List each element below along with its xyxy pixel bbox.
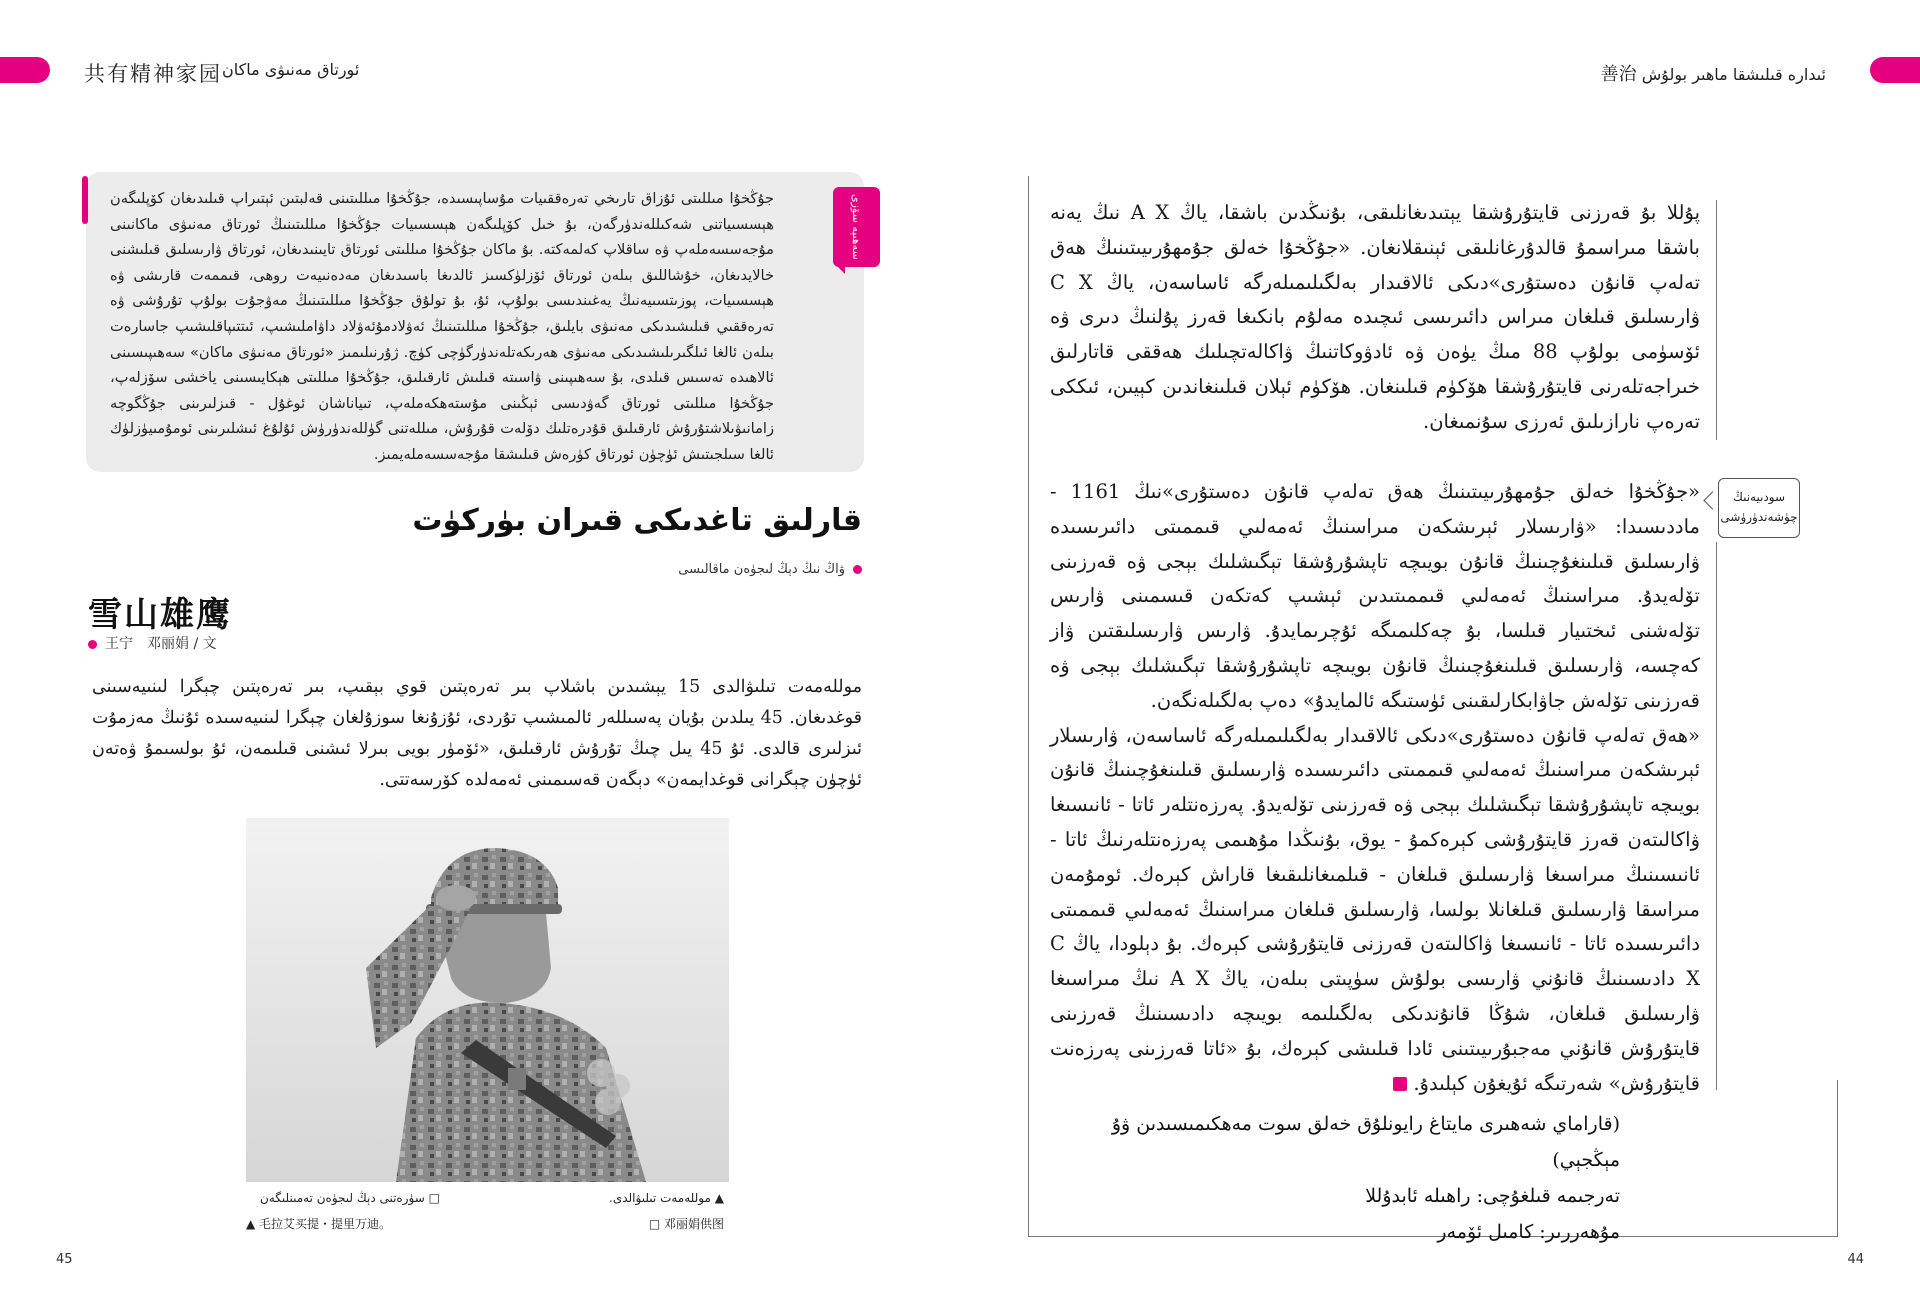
square-icon: □ [428, 1191, 440, 1205]
header-tab-right [1870, 57, 1920, 83]
header-tab-left [0, 57, 50, 83]
editor-line: مۇھەررىر: كامىل ئۆمەر [1437, 1221, 1620, 1243]
header-column-title-cn: 共有精神家园 [84, 62, 222, 86]
article-lead-paragraph: موللەمەت تىلىۋالدى 15 يېشىدىن باشلاپ بىر تەرەپتىن قوي بېقىپ، بىر تەرەپتىن چېگرا لىنىيەسىنى قوغدىغان. 45 يىلدىن بۇيان پەسىللەر ئالمىشىپ تۇردى، ئۇزۇنغا سوزۇلغان چېگرا لىنىيەسىدە ئۇنىڭ مەزمۇت ئىزلىرى قالدى. ئۇ 45 يىل چىڭ تۇرۇش ئارقىلىق، «ئۆمۈر بويى بىرلا ئىشنى قىلىمەن، ئۇ بولسىمۇ ۋەتەن ئۈچۈن چېگرانى قوغدايمەن» دېگەن قەسىمىنى ئەمەلدە كۆرسەتتى. [92, 677, 863, 790]
judge-explanation-block [1050, 475, 1700, 1101]
photo-caption-cn: ▲ 毛拉艾买提・提里万迪。 [246, 1217, 392, 1231]
photo-credit-ug: □ سۈرەتنى دېڭ لىجۈەن تەمىنلىگەن [260, 1191, 440, 1205]
article-byline-ug [678, 562, 862, 577]
photo-caption-ug: ▲ موللەمەت تىلىۋالدى. [609, 1191, 724, 1205]
column-intro-badge: سەھىپە سۆزى [833, 187, 880, 267]
photo-credit-cn: □ 邓丽娟供图 [648, 1217, 724, 1231]
column-intro-text: جۇڭخۇا مىللىتى ئۇزاق تارىخي تەرەققىيات مۇساپىسىدە، جۇڭخۇا مىللىتىنى قەلبتىن ئېتىراپ قىلىدىغان كۆپلىگەن ھېسسىياتنى شەكىللەندۈرگەن، بۇ خىل كۆپلىگەن ھېسسىيات جۇڭخۇا مىللىتىنىڭ ئورتاق مەنىۋى ماكانىنى مۇجەسسەملەپ ۋە ساقلاپ كەلمەكتە. بۇ ماكان جۇڭخۇا مىللىتى ئورتاق تايىنىدىغان، ئورتاق ۋارىسلىق قىلىشنى خالايدىغان، خۇشاللىق بىلەن ئورتاق ئۆزلۈكسىز ئالدىغا باسىدىغان مەدەنىيەت روھى، قىممەت قارىشى ۋە ھېسسىيات، پوزىتسىيەنىڭ يەغىندىسى بولۇپ، ئۇ، بۇ تولۇق جۇڭخۇا مىللىتىنىڭ مەۋجۇت بولۇپ تۇرۇشى ۋە تەرەققىي قىلىشىدىكى مەنىۋى بايلىق، جۇڭخۇا مىللىتىنىڭ ئەۋلادمۇئەۋلاد داۋاملىشىپ، ئىتتىپاقلىشىپ جاسارەت بىلەن ئالغا ئىلگىرىلىشىدىكى مەنىۋى ھەرىكەتلەندۈرگۈچى كۈچ. ژۇرنىلىمىز «ئورتاق مەنىۋى ماكان» سەھىپىسىنى ئالاھىدە تەسىس قىلدى، بۇ سەھىپىنى ۋاسىتە قىلىش ئارقىلىق، جۇڭخۇا مىللىتى ھېكايىسىنى ياخشى سۆزلەپ، جۇڭخۇا مىللىتى ئورتاق گەۋدىسى ئېڭىنى مۇستەھكەملەپ، تىياناشان ئوغۇل - قىزلىرىنى جۇڭگوچە زامانىۋىلاشتۇرۇش ئارقىلىق قۇدرەتلىك دۆلەت قۇرۇش، مىللەتنى گۈللەندۈرۈش ئۇلۇغ ئىشلىرىنى ئومۇمىيۈزلۈك ئالغا سىلجىتىش ئۈچۈن ئورتاق كۈرەش قىلىشقا مۇجەسسەملەيمىز. [110, 190, 774, 463]
judge-explanation-paragraph-1: «جۇڭخۇا خەلق جۇمھۇرىيىتىنىڭ ھەق تەلەپ قانۇن دەستۇرى»نىڭ 1161 - ماددىسىدا: «ۋارىسلار ئېرىشكەن مىراسنىڭ ئەمەلىي قىممىتى دائىرىسىدە ۋارىسلىق قىلىنغۇچىنىڭ قانۇن بويىچە تاپشۇرۇشقا تېگىشلىك بېجى ۋە قەرزىنى تۆلەيدۇ. مىراسنىڭ ئەمەلىي قىممىتىدىن ئېشىپ كەتكەن قىسمىنى ۋارىس تۆلەشنى ئىختىيار قىلسا، بۇ چەكلىمىگە ئۇچرىمايدۇ. ۋارىس ۋارىسلىقتىن ۋاز كەچسە، ۋارىسلىق قىلىنغۇچىنىڭ قانۇن بويىچە تاپشۇرۇشقا تېگىشلىك بېجى ۋە قەرزىنى تۆلەش جاۋابكارلىقىنى ئۈستىگە ئالمايدۇ» دەپ بەلگىلەنگەن. [1050, 480, 1700, 712]
judge-explanation-paragraph-2: «ھەق تەلەپ قانۇن دەستۇرى»دىكى ئالاقىدار بەلگىلىمىلەرگە ئاساسەن، ۋارىسلار ئېرىشكەن مىراسنىڭ ئەمەلىي قىممىتى دائىرىسىدە ۋارىسلىق قىلىنغۇچىنىڭ قانۇن بويىچە تاپشۇرۇشقا تېگىشلىك بېجى ۋە قەرزىنى تۆلەيدۇ. پەرزەنتلەر ئاتا - ئانىسىغا ۋاكالىتەن قەرز قايتۇرۇشى كېرەكمۇ - يوق، بۇنىڭدا مۇھىمى پەرزەنتلەرنىڭ ئاتا - ئانىسىنىڭ مىراسىغا ۋارىسلىق قىلغان - قىلمىغانلىقىغا قاراش كېرەك. ئومۇمەن مىراسقا ۋارىسلىق قىلغانلا بولسا، ۋارىسلىق قىلغان مىراسنىڭ ئەمەلىي قىممىتى دائىرىسىدە ئاتا - ئانىسىغا ۋاكالىتەن قەرزنى قايتۇرۇشى كېرەك. بۇ دېلودا، ياڭ C X دادىسىنىڭ قانۇني ۋارىسى بولۇش سۈپىتى بىلەن، ياڭ A X نىڭ مىراسىغا ۋارىسلىق قىلغان، شۇڭا قانۇندىكى بەلگىلىمە بويىچە دادىسىنىڭ قەرزىنى قايتۇرۇش قانۇني مەجبۇرىيىتىنى ئادا قىلىشى كېرەك، بۇ «ئاتا قەرزىنى پەرزەنت قايتۇرۇش» شەرتىگە ئۇيغۇن كېلىدۇ. [1050, 723, 1700, 1095]
byline-dot [853, 565, 862, 574]
article-byline-cn [88, 633, 217, 653]
badge-tail [833, 262, 845, 274]
header-right-seal-cn: 善治 [1600, 64, 1637, 85]
article-credits [1050, 1106, 1620, 1250]
translator-line: تەرجىمە قىلغۇچى: راھىلە ئابدۇللا [1365, 1185, 1620, 1207]
byline-ug-text: ۋاڭ نىڭ دېڭ لىجۈەن ماقالىسى [678, 562, 845, 577]
divider-line-bottom [1716, 542, 1717, 1090]
source-line: (قاراماي شەھىرى مايتاغ رايونلۇق خەلق سوت مەھكىمىسىدىن ۋۇ مېڭجېي) [1111, 1113, 1620, 1171]
article-frame-right-border [1837, 1080, 1838, 1236]
intro-bracket-mark [82, 176, 88, 224]
header-column-title-ug: ئورتاق مەنىۋى ماكان [222, 60, 360, 79]
header-right-title [1593, 60, 1826, 86]
divider-line-top [1716, 200, 1717, 440]
triangle-icon: ▲ [714, 1191, 724, 1205]
article-title-ug: قارلىق تاغدىكى قىران بۈركۈت [412, 503, 862, 538]
soldier-saluting-photo [246, 818, 729, 1182]
article-photo [246, 818, 729, 1182]
byline-cn-text: 王宁 邓丽娟 / 文 [105, 636, 217, 652]
page-number-left: 45 [56, 1252, 73, 1267]
page-number-right: 44 [1847, 1252, 1864, 1267]
case-paragraph-1: پۇللا بۇ قەرزنى قايتۇرۇشقا يېتىدىغانلىقى، بۇنىڭدىن باشقا، ياڭ A X نىڭ يەنە باشقا مىراسمۇ قالدۇرغانلىقى ئېنىقلانغان. «جۇڭخۇا خەلق جۇمھۇرىيىتىنىڭ ھەق تەلەپ قانۇن دەستۇرى»دىكى ئالاقىدار بەلگىلىمىلەرگە ئاساسەن، ياڭ C X ۋارىسلىق قىلغان مىراس دائىرىسى ئىچىدە مەلۇم بانكىغا قەرز پۇلنىڭ دىرى ۋە ئۆسۈمى بولۇپ 88 مىڭ يۈەن ۋە ئادۋوكاتنىڭ ۋاكالەتچىلىك ھەققى قاتارلىق خىراجەتلەرنى قايتۇرۇشقا ھۆكۈم قىلىنغان. ھۆكۈم ئېلان قىلىنغاندىن كېيىن، ئىككى تەرەپ نارازىلىق ئەرزى سۇنمىغان. [1050, 201, 1700, 433]
article-title-cn: 雪山雄鹰 [88, 595, 232, 635]
end-mark-icon [1393, 1077, 1407, 1091]
byline-dot [88, 640, 97, 649]
header-right-title-ug: ئىدارە قىلىشقا ماھىر بولۇش [1641, 65, 1826, 84]
judge-explanation-tag: سودىيەنىڭ چۈشەندۈرۈشى [1718, 478, 1800, 538]
